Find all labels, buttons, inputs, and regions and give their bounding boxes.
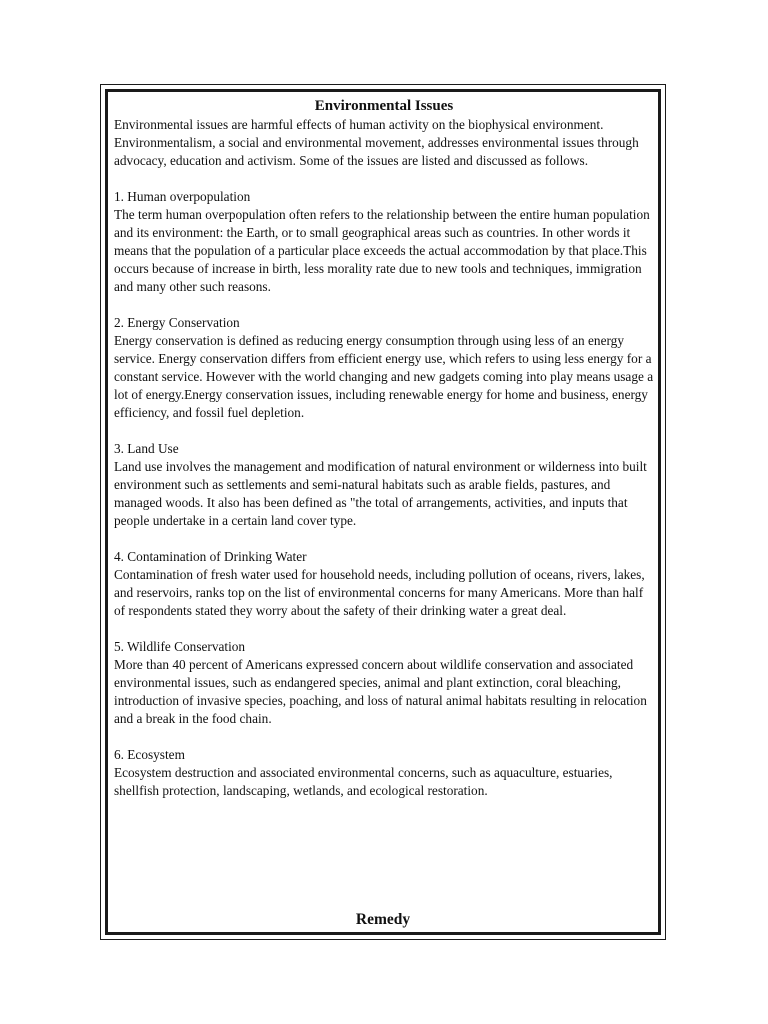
section-body: Energy conservation is defined as reducing energy consumption through using less of an energy service. Energy conservation differs from efficient energy use, which refers to using less energy for a constant service. However with the world changing and new gadgets coming into play means usage a lot of energy.Energy conservation issues, including renewable energy for home and business, energy efficiency, and fossil fuel depletion. bbox=[114, 333, 654, 420]
remedy-heading: Remedy bbox=[355, 911, 411, 928]
section-body: Contamination of fresh water used for household needs, including pollution of oceans, rivers, lakes, and reservoirs, ranks top on the list of environmental concerns for many Americans. More than half of respondents stated they worry about the safety of their drinking water a great deal. bbox=[114, 567, 645, 618]
section-heading: 1. Human overpopulation bbox=[114, 189, 251, 204]
section-heading: 3. Land Use bbox=[114, 441, 179, 456]
section-body: Land use involves the management and modification of natural environment or wilderness into built environment such as settlements and semi-natural habitats such as arable fields, pastures, and managed woods. It also has been defined as "the total of arrangements, activities, and inputs that people undertake in a certain land cover type. bbox=[114, 459, 647, 528]
document-title: Environmental Issues bbox=[314, 98, 454, 114]
section-energy-conservation bbox=[114, 314, 654, 422]
section-heading: 6. Ecosystem bbox=[114, 747, 185, 762]
section-body: The term human overpopulation often refers to the relationship between the entire human population and its environment: the Earth, or to small geographical areas such as countries. In other words it means that the population of a particular place exceeds the actual accommodation by that place.This occurs because of increase in birth, less morality rate due to new tools and techniques, immigration and many other such reasons. bbox=[114, 207, 650, 294]
section-land-use bbox=[114, 440, 654, 530]
page-border-inner bbox=[105, 89, 661, 935]
section-heading: 4. Contamination of Drinking Water bbox=[114, 549, 307, 564]
page-border-outer bbox=[100, 84, 666, 940]
intro-paragraph: Environmental issues are harmful effects of human activity on the biophysical environment. Environmentalism, a social and environmental movement, addresses environmental issues through advocacy, education and activism. Some of the issues are listed and discussed as follows. bbox=[114, 117, 639, 168]
section-ecosystem bbox=[114, 746, 654, 800]
section-drinking-water bbox=[114, 548, 654, 620]
section-heading: 5. Wildlife Conservation bbox=[114, 639, 246, 654]
section-heading: 2. Energy Conservation bbox=[114, 315, 240, 330]
section-body: More than 40 percent of Americans expressed concern about wildlife conservation and associated environmental issues, such as endangered species, animal and plant extinction, coral bleaching, introduction of invasive species, poaching, and loss of natural animal habitats resulting in relocation and a break in the food chain. bbox=[114, 657, 647, 726]
section-wildlife-conservation bbox=[114, 638, 654, 728]
section-human-overpopulation bbox=[114, 188, 654, 296]
section-body: Ecosystem destruction and associated environmental concerns, such as aquaculture, estuaries, shellfish protection, landscaping, wetlands, and ecological restoration. bbox=[114, 765, 613, 798]
document-content bbox=[114, 96, 654, 800]
